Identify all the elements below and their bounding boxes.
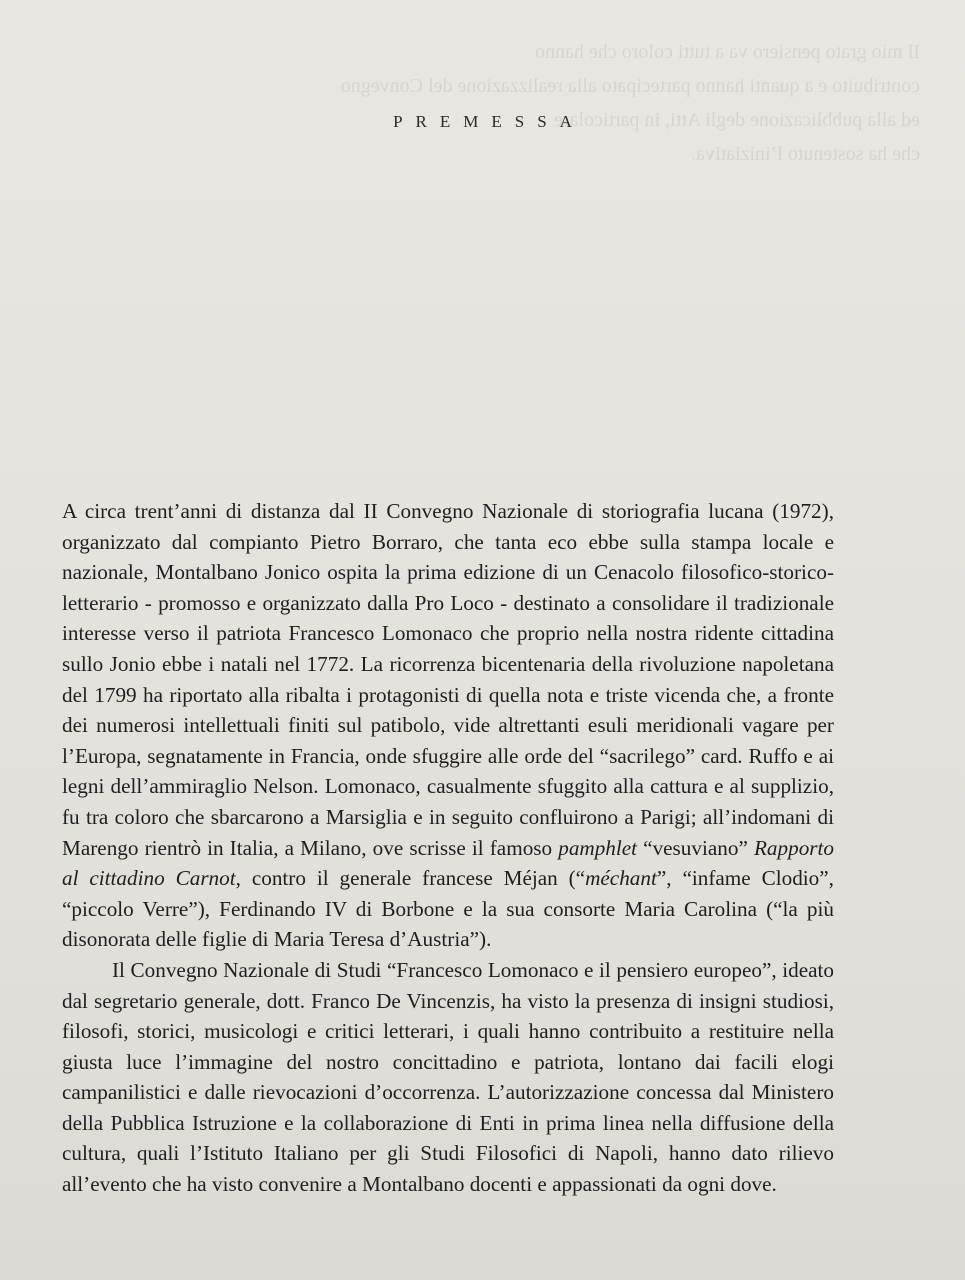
bleed-line: ed alla pubblicazione degli Atti, in particolare	[554, 109, 920, 131]
bleed-line: Il mio grato pensiero va a tutti coloro che hanno	[535, 41, 920, 63]
paragraph-2	[62, 955, 834, 1200]
bleed-line: contribuito e a quanti hanno partecipato alla realizzazione del Convegno	[340, 75, 920, 97]
italic-run: méchant	[585, 866, 657, 891]
text-run: Il Convegno Nazionale di Studi “Francesco Lomonaco e il pensiero europeo”, ideato dal segretario generale, dott. Franco De Vincenzis, ha visto la presenza di insigni studiosi, filosofi, storici, musicologi e critici letterari, i quali hanno contribuito a restituire nella giusta luce l’immagine del nostro concittadino e patriota, lontano dai facili elogi campanilistici e dalle rievocazioni d’occorrenza. L’autorizzazione concessa dal Ministero della Pubblica Istruzione e la collaborazione di Enti in prima linea nella diffusione della cultura, quali l’Istituto Italiano per gli Studi Filosofici di Napoli, hanno dato rilievo all’evento che ha visto convenire a Montalbano docenti e appassionati da ogni dove.	[62, 957, 834, 1197]
page-heading: PREMESSA	[393, 112, 585, 131]
italic-run: pamphlet	[558, 835, 638, 860]
text-run: , contro il generale francese Méjan (“	[235, 866, 586, 891]
bleed-line: che ha sostenuto l’iniziativa.	[691, 143, 920, 165]
paragraph-1	[62, 496, 834, 955]
text-run: “vesuviano”	[637, 835, 754, 860]
bleed-through-text	[40, 35, 920, 171]
body-text	[62, 496, 834, 1200]
text-run: A circa trent’anni di distanza dal II Convegno Nazionale di storiografia lucana (1972), organizzato dal compianto Pietro Borraro, che tanta eco ebbe sulla stampa locale e nazionale, Montalbano Jonico ospita la prima edizione di un Cenacolo filosofico-storico-letterario - promosso e organizzato dalla Pro Loco - destinato a consolidare il tradizionale interesse verso il patriota Francesco Lomonaco che proprio nella nostra ridente cittadina sullo Jonio ebbe i natali nel 1772. La ricorrenza bicentenaria della rivoluzione napoletana del 1799 ha riportato alla ribalta i protagonisti di quella nota e triste vicenda che, a fronte dei numerosi intellettuali finiti sul patibolo, vide altrettanti esuli meridionali vagare per l’Europa, segnatamente in Francia, onde sfuggire alle orde del “sacrilego” card. Ruffo e ai legni dell’ammiraglio Nelson. Lomonaco, casualmente sfuggito alla cattura e al supplizio, fu tra coloro che sbarcarono a Marsiglia e in seguito confluirono a Parigi; all’indomani di Marengo rientrò in Italia, a Milano, ove scrisse il famoso	[62, 499, 834, 860]
text-run: ”, “infame Clodio”, “piccolo Verre”), Ferdinando IV di Borbone e la sua consorte Maria Carolina (“la più disonorata delle figlie di Maria Teresa d’Austria”).	[62, 866, 834, 952]
italic-run: Rapporto al cittadino Carnot	[62, 835, 835, 891]
